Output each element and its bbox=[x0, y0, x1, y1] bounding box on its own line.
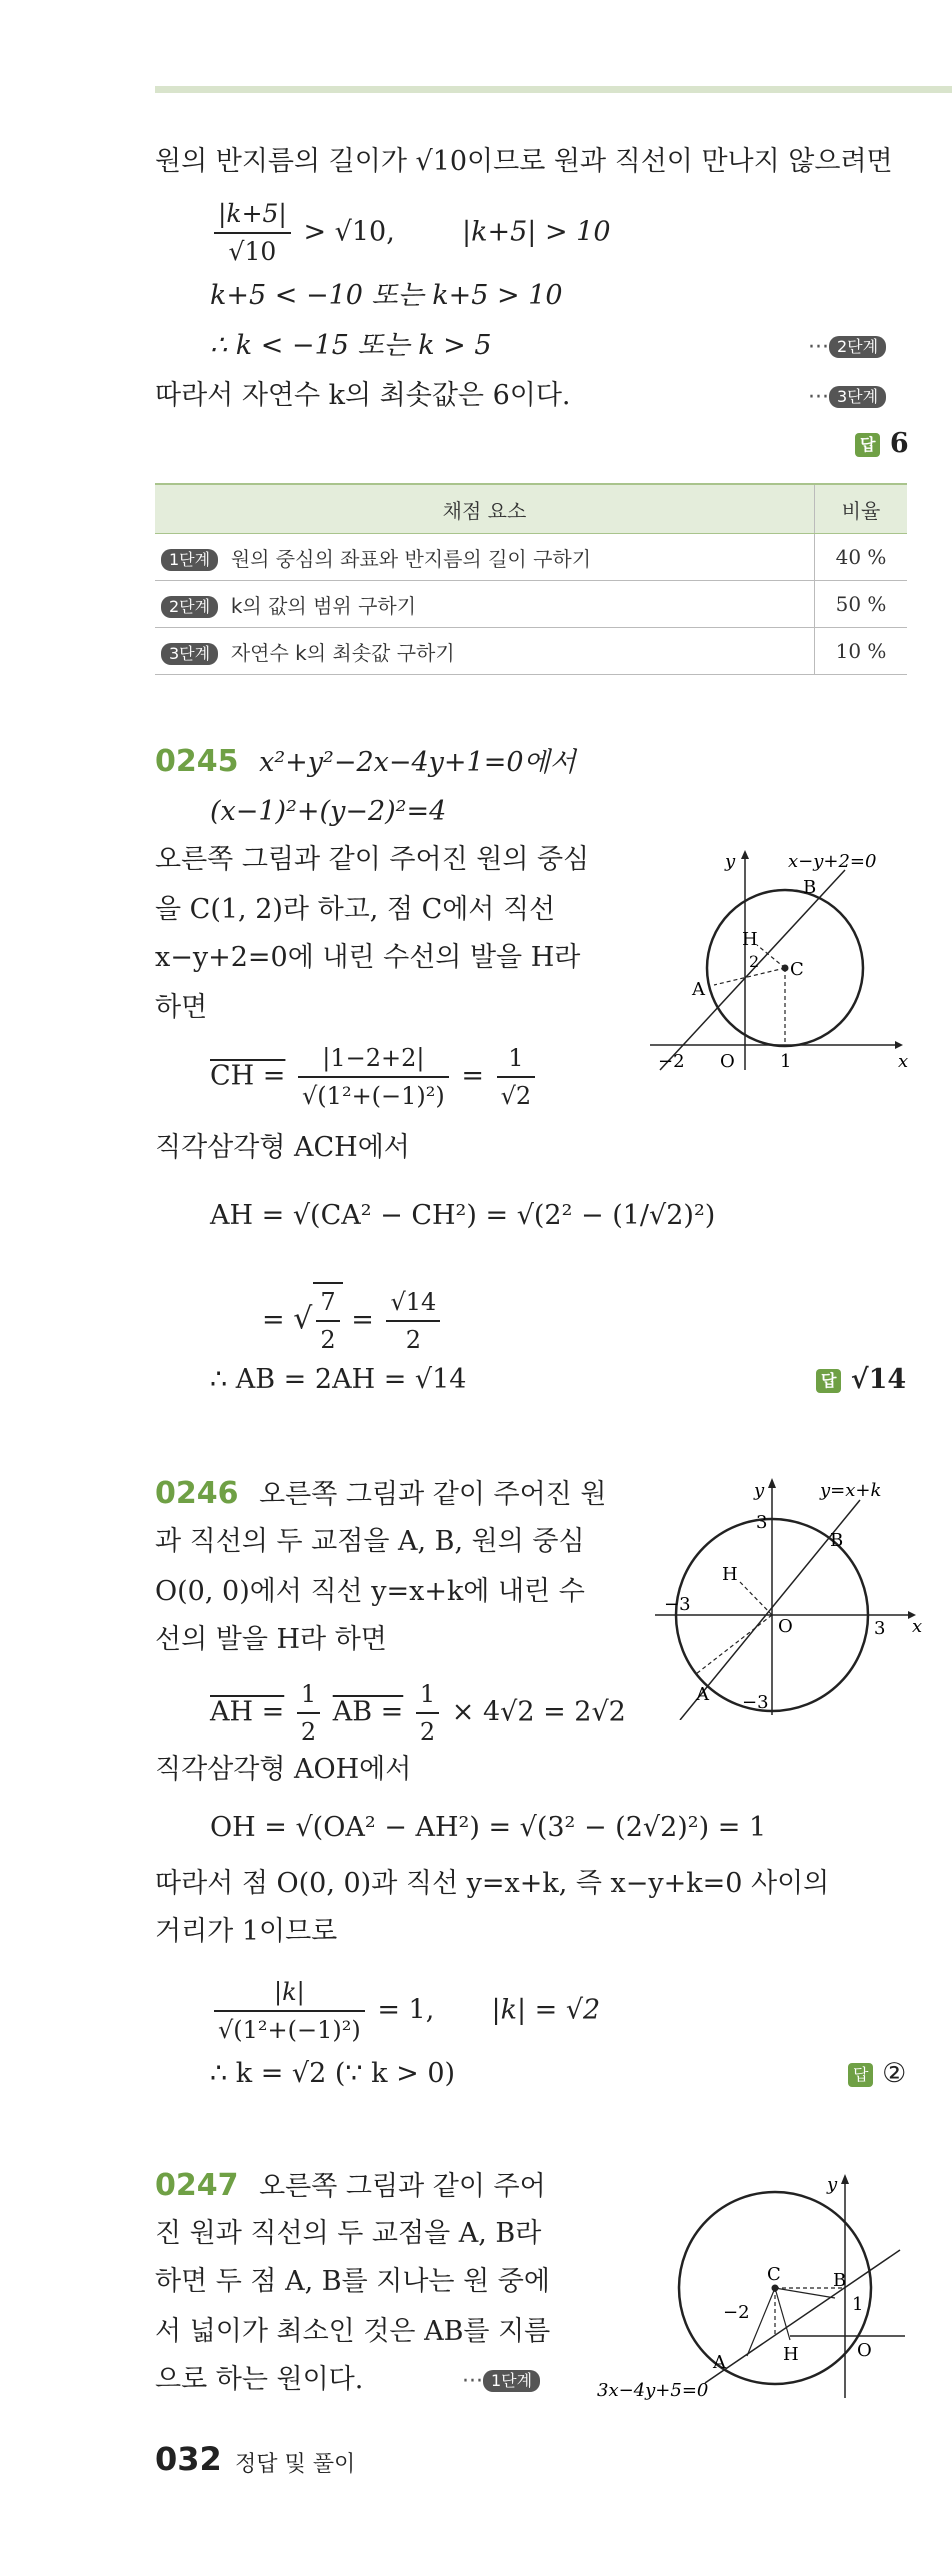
scoring-item: 자연수 k의 최솟값 구하기 bbox=[230, 640, 455, 665]
ah-rest: × 4√2 = 2√2 bbox=[451, 1696, 626, 1728]
p245-answer bbox=[816, 1362, 906, 1398]
footer-title: 정답 및 풀이 bbox=[235, 2452, 356, 2477]
problem-number: 0245 bbox=[155, 744, 239, 779]
step3-tag: 3단계 bbox=[829, 386, 886, 408]
step-tag: 3단계 bbox=[161, 643, 218, 665]
p245-text4: 하면 bbox=[155, 992, 208, 1023]
cb-segment bbox=[775, 2288, 835, 2298]
label-x: x bbox=[912, 1616, 923, 1637]
top-accent-bar bbox=[155, 86, 952, 93]
scoring-item: k의 값의 범위 구하기 bbox=[230, 593, 417, 618]
problem-number: 0246 bbox=[155, 1476, 239, 1511]
label-line: 3x−4y+5=0 bbox=[597, 2380, 709, 2401]
ineq-denominator: √10 bbox=[214, 232, 291, 270]
p246-ah-equation bbox=[210, 1676, 626, 1750]
ch-segment bbox=[757, 945, 785, 968]
ah-num1: 7 bbox=[320, 1288, 336, 1316]
problem-number: 0247 bbox=[155, 2168, 239, 2203]
p246-oh-line: OH = √(OA² − AH²) = √(3² − (2√2)²) = 1 bbox=[210, 1812, 767, 1843]
p246-header bbox=[155, 1476, 606, 1513]
label-3-right: 3 bbox=[874, 1618, 886, 1639]
figure-0246 bbox=[650, 1470, 925, 1720]
p245-text2: 을 C(1, 2)라 하고, 점 C에서 직선 bbox=[155, 894, 556, 925]
table-row bbox=[155, 628, 907, 675]
ah-eq2: = bbox=[262, 1304, 285, 1336]
figure-0247 bbox=[595, 2168, 915, 2403]
table-row bbox=[155, 534, 907, 581]
p245-text3: x−y+2=0에 내린 수선의 발을 H라 bbox=[155, 942, 581, 973]
label-two: 2 bbox=[749, 952, 760, 971]
answer-tag: 답 bbox=[855, 433, 880, 457]
ah-den1: 2 bbox=[316, 1320, 339, 1358]
scoring-ratio: 50 % bbox=[815, 581, 908, 628]
answer-value: ② bbox=[882, 2058, 907, 2089]
ah-num2: √14 bbox=[390, 1288, 437, 1316]
sol244-line3: k+5 < −10 또는 k+5 > 10 bbox=[210, 280, 563, 311]
answer-value: 6 bbox=[889, 428, 909, 459]
p246-text7: 거리가 1이므로 bbox=[155, 1916, 338, 1947]
step2-marker: ··· 2단계 bbox=[808, 328, 886, 366]
k-den: √(1²+(−1)²) bbox=[214, 2010, 365, 2048]
y-axis-arrow bbox=[768, 1478, 776, 1488]
label-c: C bbox=[767, 2264, 781, 2285]
p247-text4: 서 넓이가 최소인 것은 AB를 지름 bbox=[155, 2316, 551, 2347]
p245-ab-line: ∴ AB = 2AH = √14 bbox=[210, 1364, 467, 1395]
label-h: H bbox=[722, 1564, 738, 1585]
scoring-ratio: 40 % bbox=[815, 534, 908, 581]
scoring-header-ratio: 비율 bbox=[815, 484, 908, 534]
answer-tag: 답 bbox=[848, 2063, 873, 2087]
p246-text4: 선의 발을 H라 하면 bbox=[155, 1624, 387, 1655]
ineq2: |k+5| > 10 bbox=[462, 216, 611, 248]
p247-header bbox=[155, 2168, 546, 2205]
oh-segment bbox=[740, 1582, 772, 1615]
step3-marker: ··· 3단계 bbox=[808, 378, 886, 416]
p245-ch-equation bbox=[210, 1040, 539, 1114]
p247-text5: 으로 하는 원이다. bbox=[155, 2364, 364, 2395]
p245-text1: 오른쪽 그림과 같이 주어진 원의 중심 bbox=[155, 844, 590, 875]
y-axis-arrow bbox=[741, 850, 749, 859]
label-h: H bbox=[742, 929, 758, 950]
label-line: x−y+2=0 bbox=[788, 851, 877, 872]
ch-eq: = bbox=[461, 1060, 484, 1092]
p246-k-final: ∴ k = √2 (∵ k > 0) bbox=[210, 2058, 456, 2089]
k-num: |k| bbox=[274, 1978, 305, 2006]
label-a: A bbox=[696, 1684, 709, 1705]
sol244-inequality bbox=[210, 196, 611, 270]
label-y: y bbox=[725, 851, 736, 872]
p245-text5: 직각삼각형 ACH에서 bbox=[155, 1132, 410, 1163]
step2-tag: 2단계 bbox=[829, 336, 886, 358]
label-o: O bbox=[720, 1051, 735, 1072]
k-rest: = 1, bbox=[377, 1994, 435, 2026]
table-row bbox=[155, 581, 907, 628]
step-tag: 1단계 bbox=[161, 549, 218, 571]
label-neg2: −2 bbox=[723, 2302, 750, 2323]
ch-lhs: CH = bbox=[210, 1060, 286, 1092]
p246-text2: 과 직선의 두 교점을 A, B, 원의 중심 bbox=[155, 1526, 585, 1557]
p247-text2: 진 원과 직선의 두 교점을 A, B라 bbox=[155, 2218, 542, 2249]
label-line: y=x+k bbox=[820, 1480, 882, 1501]
p245-eq1: x²+y²−2x−4y+1=0에서 bbox=[259, 747, 576, 778]
ch-numerator: |1−2+2| bbox=[322, 1044, 425, 1072]
sol244-line5: 따라서 자연수 k의 최솟값은 6이다. bbox=[155, 380, 571, 411]
ch-segment bbox=[775, 2288, 790, 2340]
answer-tag: 답 bbox=[816, 1369, 841, 1393]
point-c bbox=[772, 2285, 779, 2292]
frac-num: 1 bbox=[300, 1680, 317, 1708]
label-a: A bbox=[713, 2352, 726, 2373]
sol244-answer bbox=[855, 426, 909, 462]
label-neg2: −2 bbox=[658, 1051, 685, 1072]
scoring-ratio: 10 % bbox=[815, 628, 908, 675]
p245-ah-line: AH = √(CA² − CH²) = √(2² − (1/√2)²) bbox=[210, 1200, 716, 1231]
figure-0245 bbox=[640, 845, 920, 1075]
page-number: 032 bbox=[155, 2440, 222, 2478]
label-one: 1 bbox=[852, 2294, 864, 2315]
p246-text1: 오른쪽 그림과 같이 주어진 원 bbox=[259, 1479, 607, 1510]
y-axis-arrow bbox=[841, 2174, 849, 2184]
label-neg3: −3 bbox=[664, 1594, 691, 1615]
label-x: x bbox=[898, 1051, 909, 1072]
ineq-numerator: |k+5| bbox=[218, 199, 287, 228]
ch-numerator2: 1 bbox=[508, 1044, 524, 1072]
p245-header bbox=[155, 744, 576, 781]
sol244-line1: 원의 반지름의 길이가 √10이므로 원과 직선이 만나지 않으려면 bbox=[155, 146, 893, 177]
ah-eq3: = bbox=[351, 1304, 374, 1336]
oa-segment bbox=[696, 1615, 772, 1674]
sqrt-sign: √ bbox=[293, 1301, 313, 1337]
scoring-table bbox=[155, 483, 907, 675]
answer-value: √14 bbox=[850, 1364, 907, 1395]
frac-den: 2 bbox=[416, 1712, 439, 1750]
frac-den: 2 bbox=[297, 1712, 320, 1750]
p247-text1: 오른쪽 그림과 같이 주어 bbox=[259, 2171, 546, 2202]
p246-k-equation bbox=[210, 1974, 600, 2048]
label-h: H bbox=[783, 2344, 799, 2365]
label-a: A bbox=[692, 979, 705, 1000]
label-b: B bbox=[830, 1530, 844, 1551]
step1-marker: ··· 1단계 bbox=[462, 2362, 540, 2400]
label-b: B bbox=[833, 2270, 847, 2291]
label-o: O bbox=[857, 2340, 872, 2361]
sol244-line4: ∴ k < −15 또는 k > 5 bbox=[210, 330, 492, 361]
ah-lhs: AH = bbox=[210, 1696, 285, 1728]
label-c: C bbox=[790, 959, 804, 980]
frac-num: 1 bbox=[419, 1680, 436, 1708]
p246-text6: 따라서 점 O(0, 0)과 직선 y=x+k, 즉 x−y+k=0 사이의 bbox=[155, 1868, 830, 1899]
ca-segment bbox=[747, 2288, 775, 2356]
label-3-top: 3 bbox=[756, 1512, 768, 1533]
label-neg3-bottom: −3 bbox=[742, 1692, 769, 1713]
label-b: B bbox=[803, 877, 817, 898]
ineq-rest: > √10, bbox=[303, 216, 395, 248]
ch-denominator: √(1²+(−1)²) bbox=[298, 1076, 449, 1114]
step-tag: 2단계 bbox=[161, 596, 218, 618]
scoring-header-item: 채점 요소 bbox=[155, 484, 815, 534]
ch-denominator2: √2 bbox=[497, 1076, 536, 1114]
scoring-item: 원의 중심의 좌표와 반지름의 길이 구하기 bbox=[230, 546, 592, 571]
point-c bbox=[782, 965, 789, 972]
p247-text3: 하면 두 점 A, B를 지나는 원 중에 bbox=[155, 2266, 550, 2297]
p245-eq2: (x−1)²+(y−2)²=4 bbox=[210, 796, 447, 827]
label-y: y bbox=[827, 2174, 838, 2195]
step1-tag: 1단계 bbox=[483, 2370, 540, 2392]
label-one: 1 bbox=[780, 1051, 792, 1072]
ah-den2: 2 bbox=[386, 1320, 440, 1358]
ab-mid: AB = bbox=[332, 1696, 404, 1728]
p246-text5: 직각삼각형 AOH에서 bbox=[155, 1754, 412, 1785]
k-abs: |k| = √2 bbox=[491, 1994, 601, 2026]
label-o: O bbox=[778, 1616, 793, 1637]
x-axis-arrow bbox=[895, 1041, 903, 1049]
p246-text3: O(0, 0)에서 직선 y=x+k에 내린 수 bbox=[155, 1576, 585, 1607]
label-y: y bbox=[754, 1480, 765, 1501]
p245-ah-line2 bbox=[262, 1282, 444, 1358]
p246-answer bbox=[848, 2056, 906, 2092]
